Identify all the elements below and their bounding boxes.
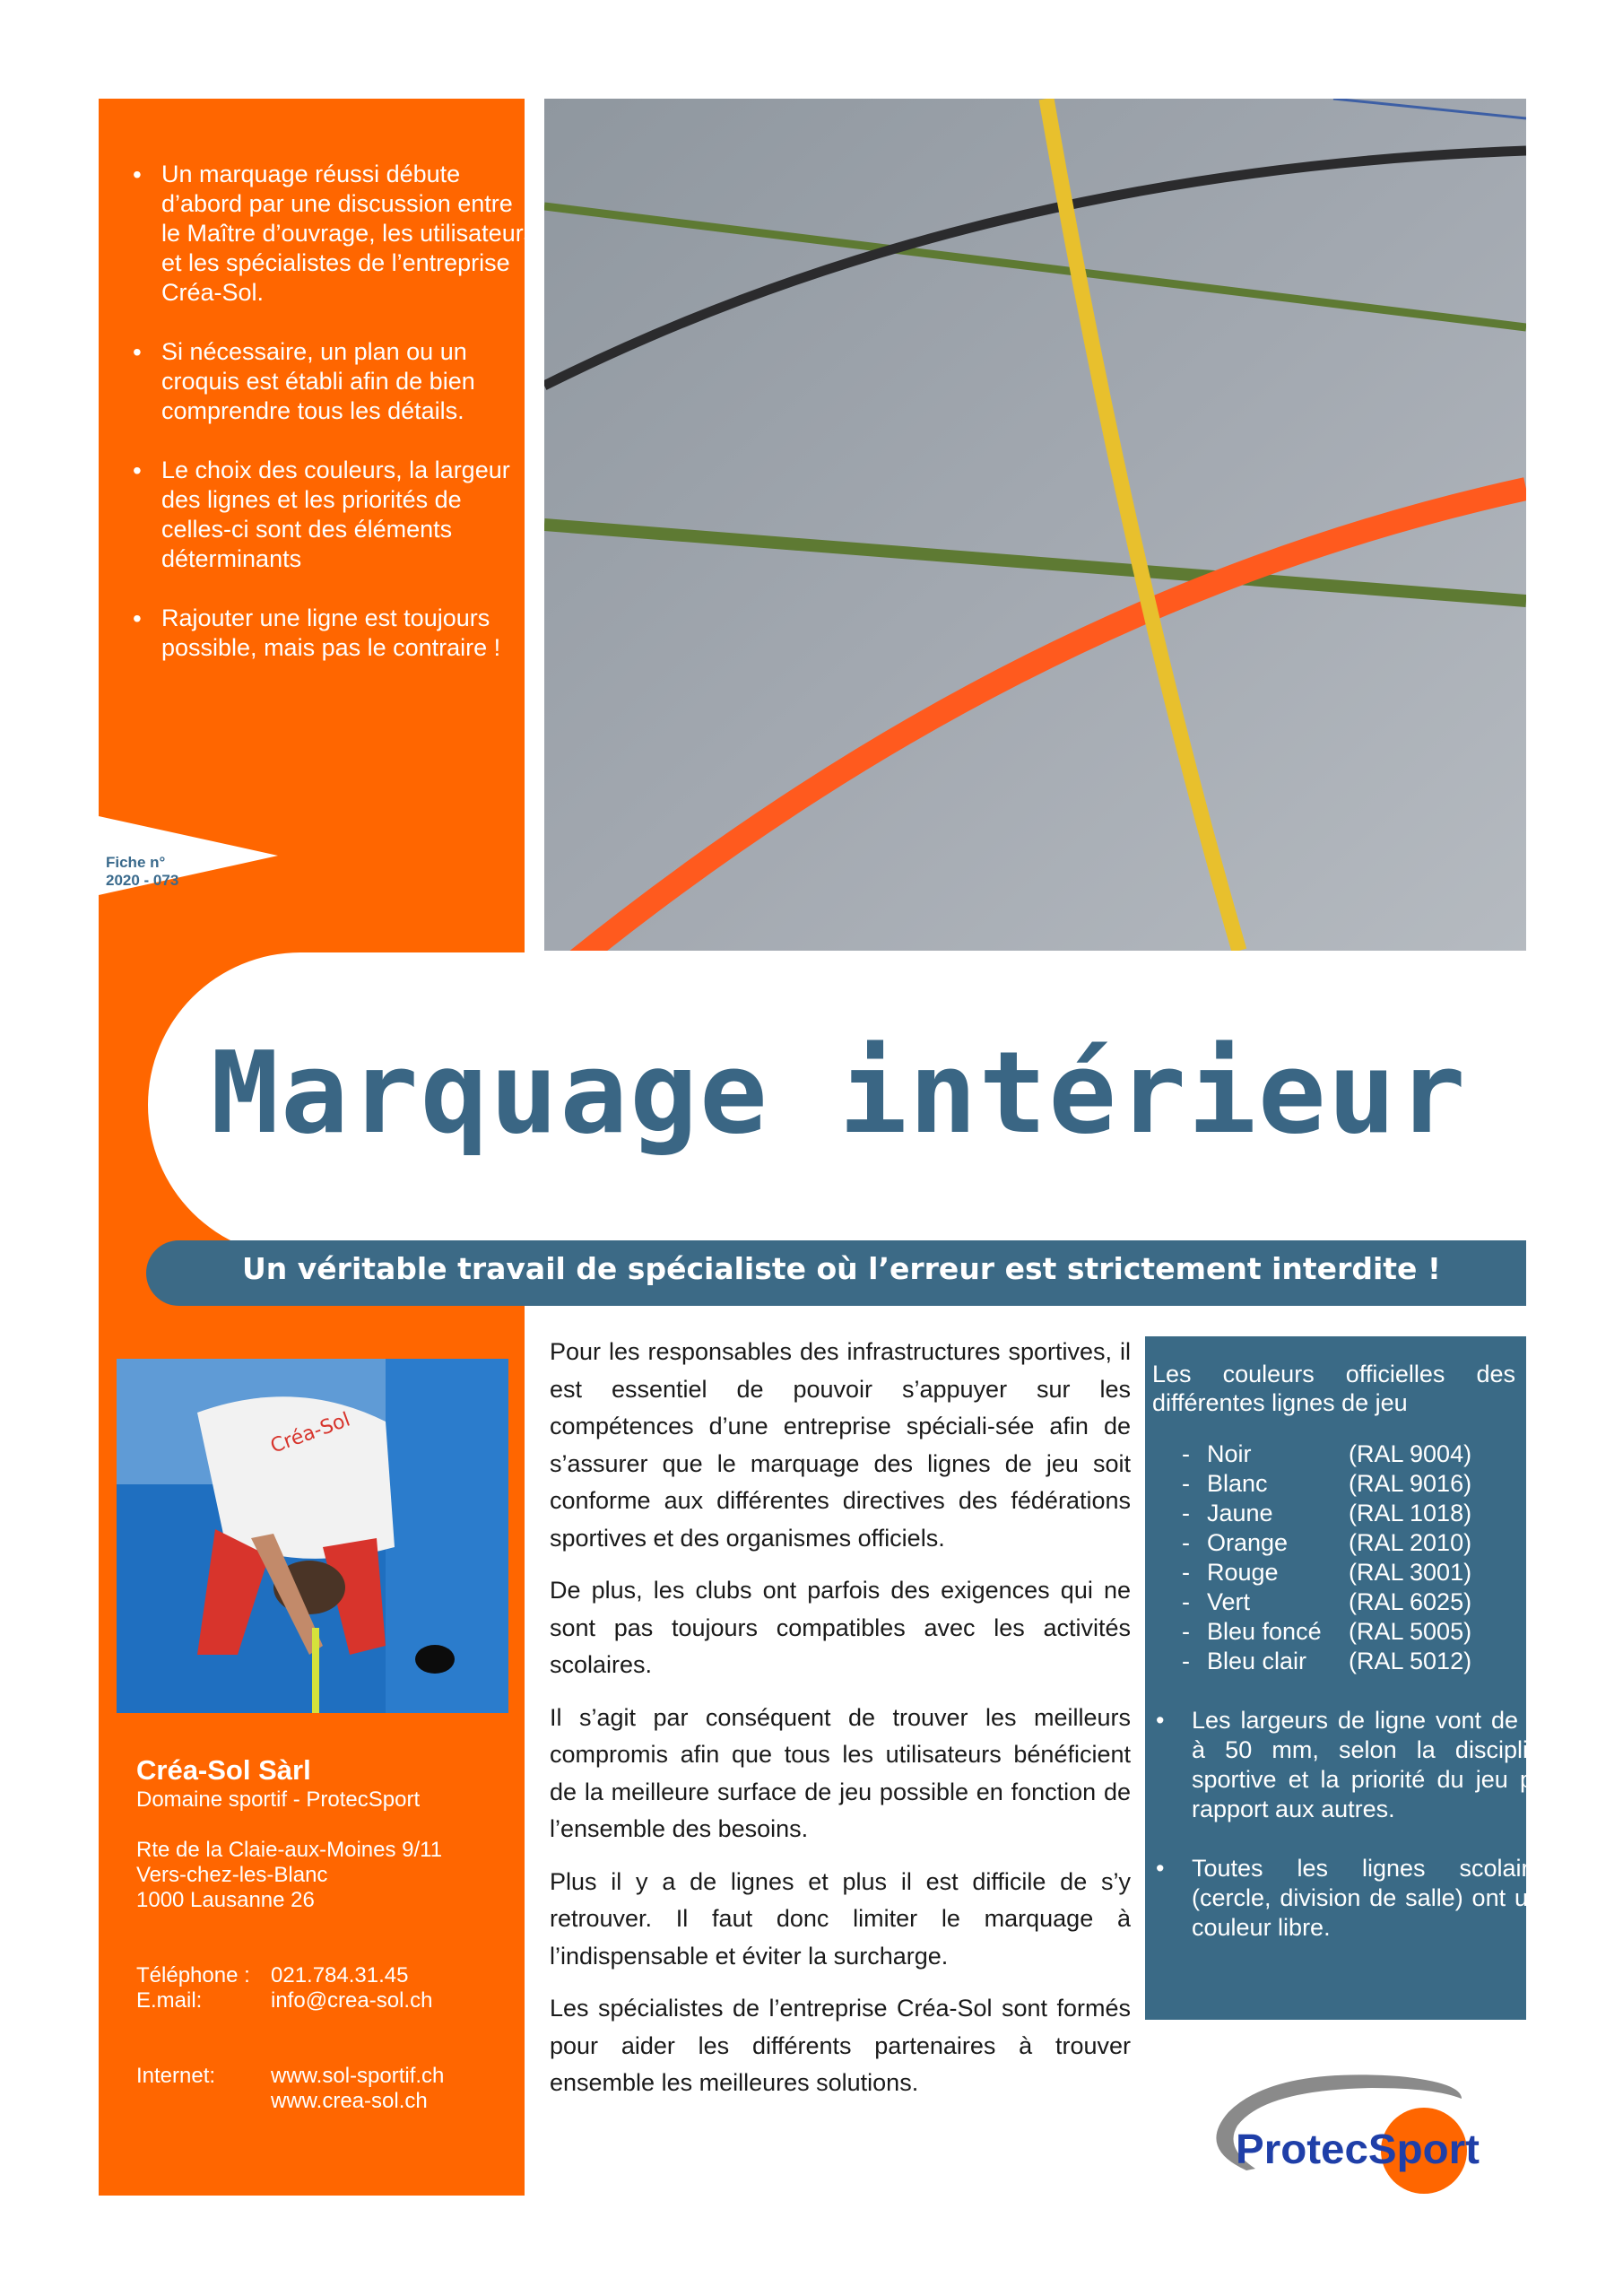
- subtitle: Un véritable travail de spécialiste où l’erreur est strictement interdite !: [242, 1251, 1441, 1286]
- body-paragraph: Les spécialistes de l’entreprise Créa-Sol sont formés pour aider les différents partenaires à trouver ensemble les meilleures solutions.: [550, 1995, 1131, 2096]
- info-bullet-list: [1152, 1706, 1555, 1972]
- ral-row: - Rouge (RAL 3001): [1182, 1559, 1472, 1586]
- ral-code: (RAL 5012): [1349, 1648, 1472, 1674]
- ral-row: - Bleu clair (RAL 5012): [1182, 1648, 1472, 1674]
- intro-bullet: • Si nécessaire, un plan ou un croquis est établi afin de bien comprendre tous les détails.: [161, 337, 538, 426]
- ral-row: - Noir (RAL 9004): [1182, 1440, 1472, 1467]
- address-line: Vers-chez-les-Blanc: [136, 1863, 328, 1887]
- fiche-label-text: Fiche n°: [106, 854, 166, 871]
- worker-photo: [117, 1359, 508, 1713]
- ral-code: (RAL 1018): [1349, 1500, 1472, 1526]
- color-name: Jaune: [1207, 1500, 1273, 1526]
- ral-row: - Jaune (RAL 1018): [1182, 1500, 1472, 1526]
- ral-code: (RAL 3001): [1349, 1559, 1472, 1586]
- body-text: [550, 1334, 1131, 2118]
- color-name: Vert: [1207, 1588, 1251, 1615]
- ral-row: - Bleu foncé (RAL 5005): [1182, 1618, 1472, 1645]
- intro-bullet: • Un marquage réussi débute d’abord par une discussion entre le Maître d’ouvrage, les utilisateurs et les spécialistes de l’entreprise Créa-Sol.: [161, 160, 538, 308]
- address-line: 1000 Lausanne 26: [136, 1888, 315, 1912]
- internet-label: Internet:: [136, 2064, 216, 2088]
- company-name: Créa-Sol Sàrl: [136, 1754, 311, 1786]
- address-line: Rte de la Claie-aux-Moines 9/11: [136, 1838, 443, 1862]
- protecsport-logo: [1193, 2063, 1497, 2197]
- ral-code: (RAL 9016): [1349, 1470, 1472, 1497]
- color-name: Rouge: [1207, 1559, 1279, 1586]
- color-name: Bleu foncé: [1207, 1618, 1322, 1645]
- ral-row: - Orange (RAL 2010): [1182, 1529, 1472, 1556]
- page-title: Marquage intérieur: [211, 1027, 1468, 1159]
- fiche-label: [106, 854, 178, 890]
- phone-label: Téléphone :: [136, 1963, 250, 1987]
- ral-code: (RAL 5005): [1349, 1618, 1472, 1645]
- color-name: Blanc: [1207, 1470, 1268, 1497]
- info-bullet: • Toutes les lignes scolaires (cercle, division de salle) ont une couleur libre.: [1192, 1854, 1555, 1943]
- info-intro: Les couleurs officielles des différentes lignes de jeu: [1152, 1361, 1515, 1416]
- intro-bullet: • Le choix des couleurs, la largeur des lignes et les priorités de celles-ci sont des éléments déterminants: [161, 456, 538, 574]
- info-bullet: • Les largeurs de ligne vont de 20 à 50 mm, selon la discipline sportive et la priorité du jeu par rapport aux autres.: [1192, 1706, 1555, 1824]
- intro-bullet-list: [127, 160, 538, 692]
- body-paragraph: Pour les responsables des infrastructures sportives, il est essentiel de pouvoir s’appuyer sur les compétences d’une entreprise spéciali-sée afin de s’assurer que le marquage des lignes de jeu soit conforme aux différentes directives des fédérations sportives et des organismes officiels.: [550, 1338, 1131, 1552]
- website: www.crea-sol.ch: [271, 2089, 428, 2113]
- website: www.sol-sportif.ch: [271, 2064, 445, 2088]
- email-label: E.mail:: [136, 1988, 203, 2013]
- phone-number: 021.784.31.45: [271, 1963, 409, 1987]
- color-name: Orange: [1207, 1529, 1289, 1556]
- body-paragraph: Il s’agit par conséquent de trouver les meilleurs compromis afin que tous les utilisateurs bénéficient de la meilleure surface de jeu possible en fonction de l’ensemble des besoins.: [550, 1703, 1131, 1842]
- shirt-logo-text: Créa-Sol: [267, 1408, 353, 1458]
- fiche-number: 2020 - 073: [106, 872, 179, 889]
- company-contact: [136, 1753, 444, 2114]
- email-address: info@crea-sol.ch: [271, 1988, 433, 2013]
- color-name: Noir: [1207, 1440, 1252, 1467]
- ral-code: (RAL 6025): [1349, 1588, 1472, 1615]
- ral-color-list: [1182, 1439, 1471, 1676]
- body-paragraph: De plus, les clubs ont parfois des exigences qui ne sont pas toujours compatibles avec les activités scolaires.: [550, 1577, 1131, 1678]
- ral-code: (RAL 2010): [1349, 1529, 1472, 1556]
- ral-row: - Blanc (RAL 9016): [1182, 1470, 1472, 1497]
- intro-bullet: • Rajouter une ligne est toujours possible, mais pas le contraire !: [161, 604, 538, 663]
- hero-floor-image: [544, 99, 1526, 951]
- body-paragraph: Plus il y a de lignes et plus il est difficile de s’y retrouver. Il faut donc limiter le marquage à l’indispensable et éviter la surcharge.: [550, 1867, 1131, 1970]
- company-division: Domaine sportif - ProtecSport: [136, 1787, 421, 1812]
- color-name: Bleu clair: [1207, 1648, 1307, 1674]
- ral-row: - Vert (RAL 6025): [1182, 1588, 1472, 1615]
- logo-text: ProtecSport: [1236, 2126, 1480, 2172]
- ral-code: (RAL 9004): [1349, 1440, 1472, 1467]
